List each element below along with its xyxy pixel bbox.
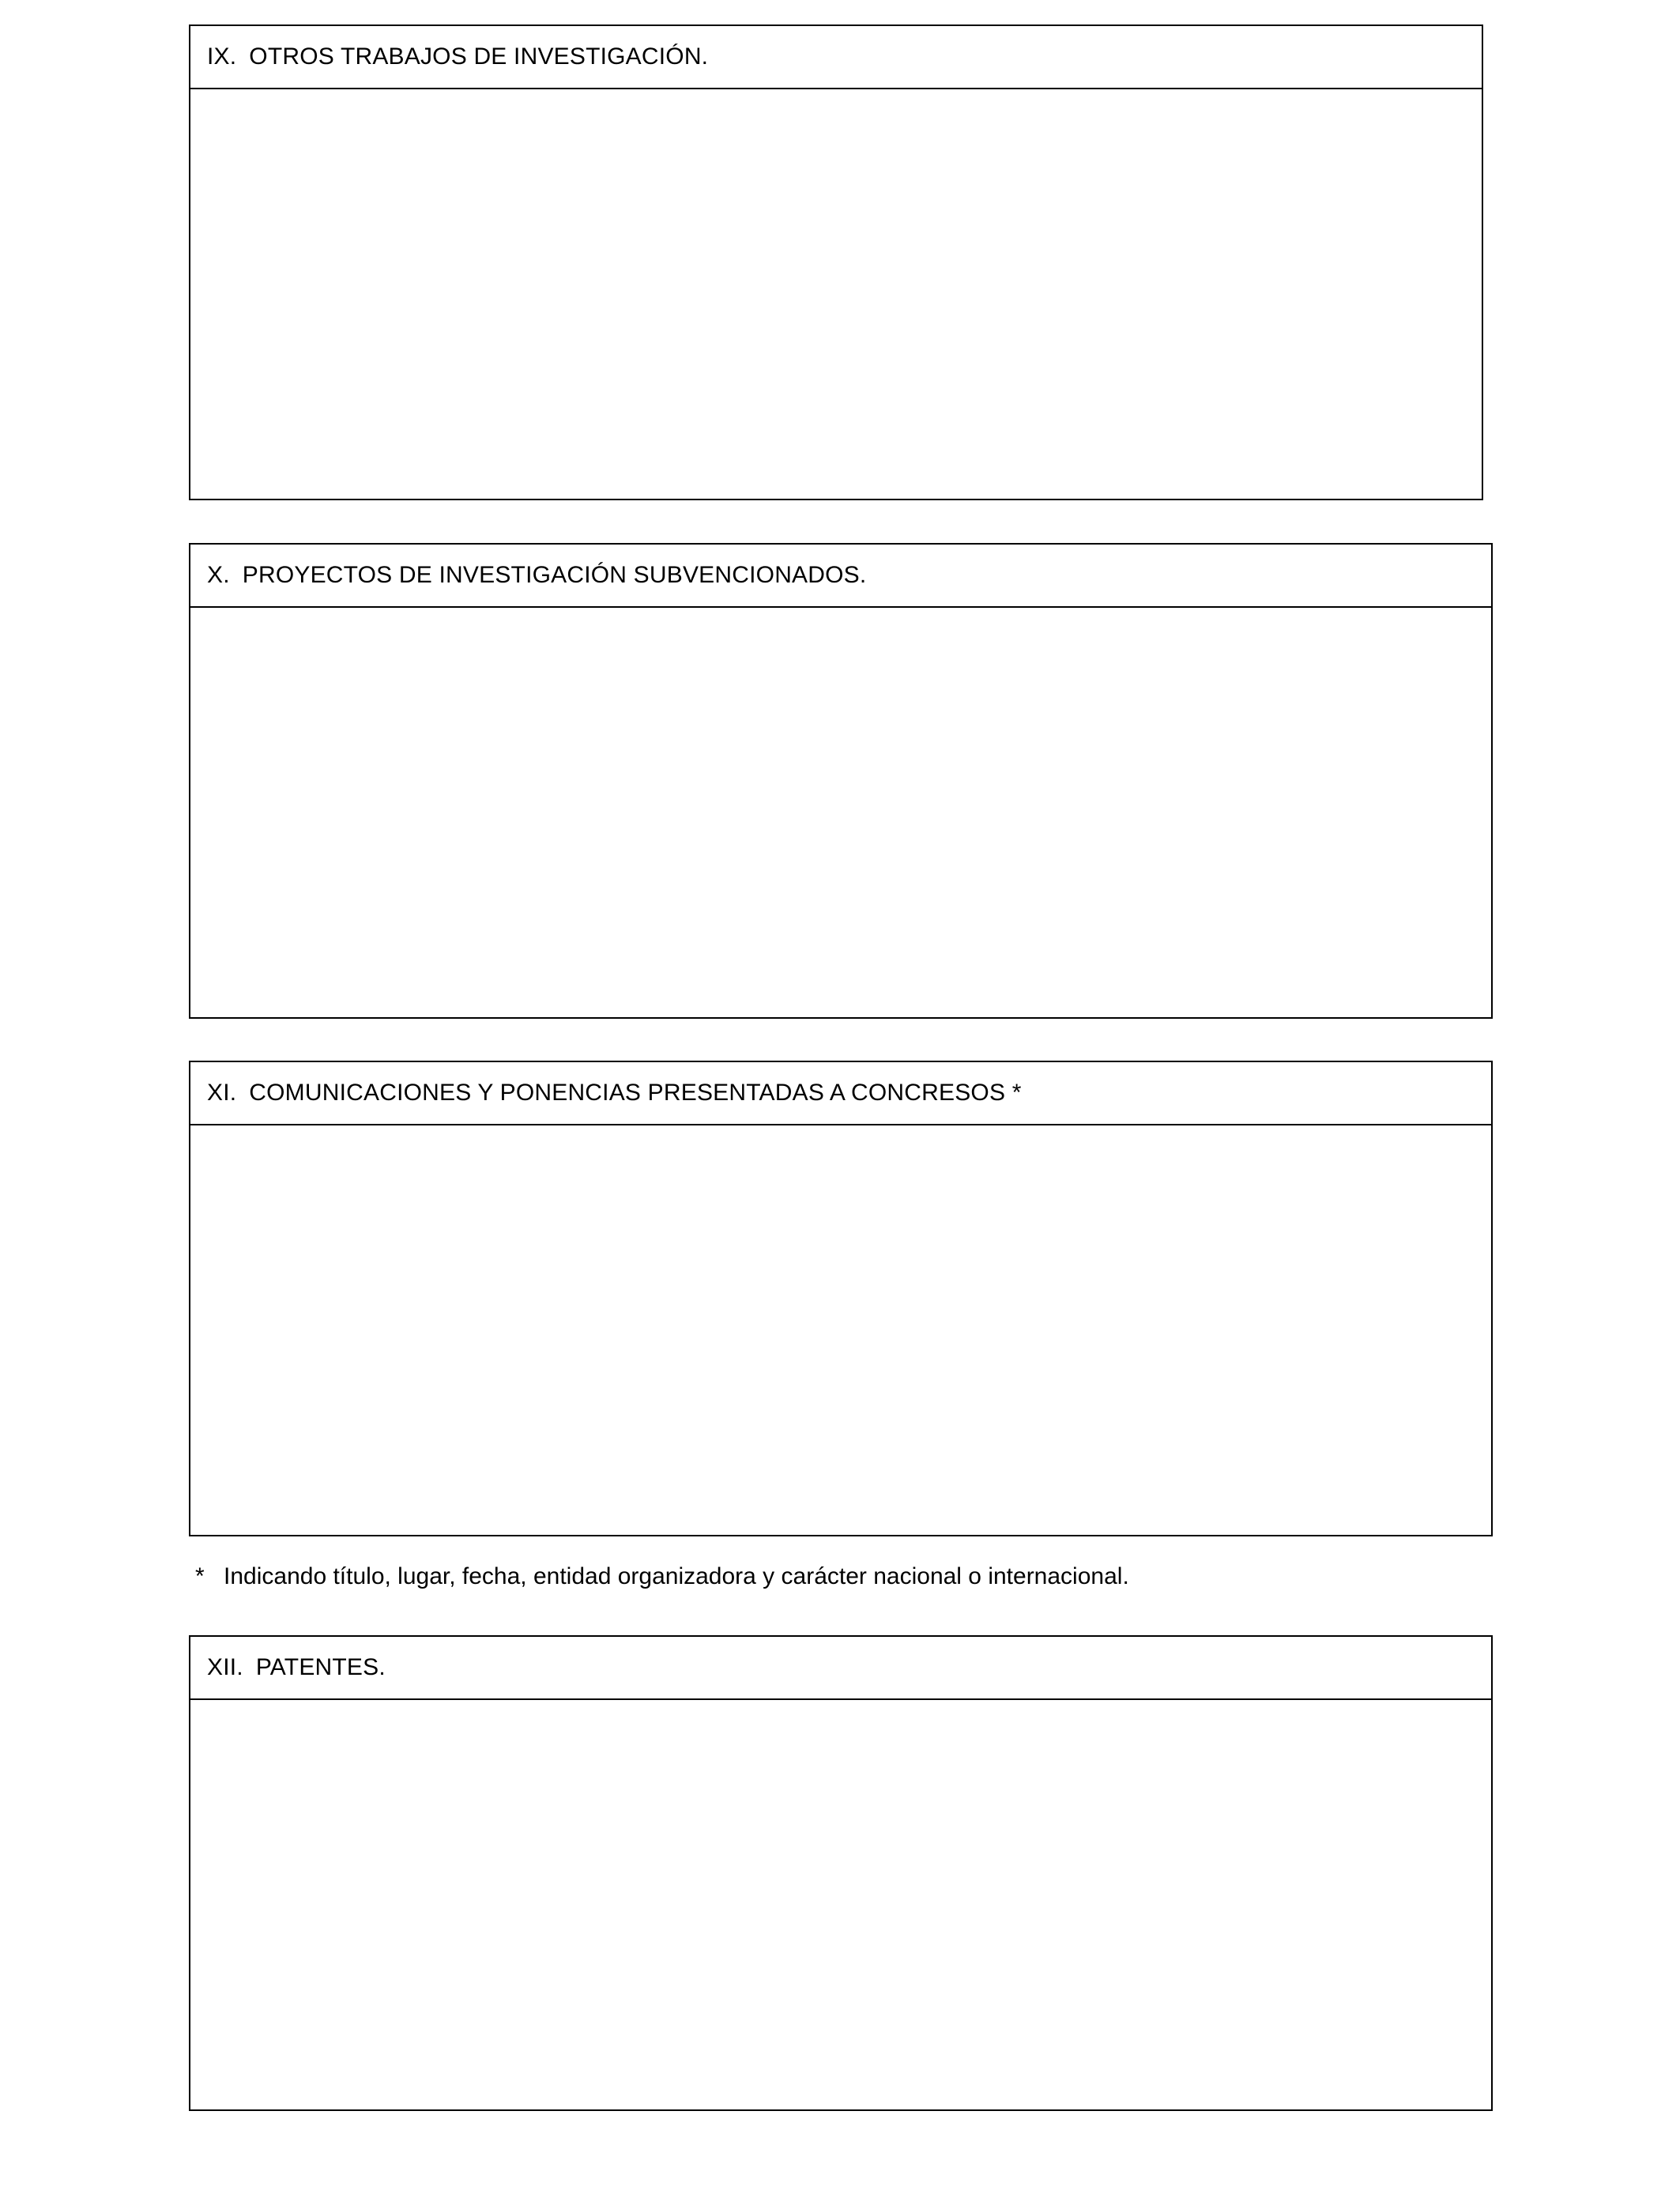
section-x-title: PROYECTOS DE INVESTIGACIÓN SUBVENCIONADOS. bbox=[242, 562, 867, 588]
section-ix-number: IX. bbox=[207, 43, 237, 70]
section-xi-header bbox=[190, 1062, 1491, 1125]
section-xii-title: PATENTES. bbox=[255, 1654, 386, 1680]
section-ix-title: OTROS TRABAJOS DE INVESTIGACIÓN. bbox=[249, 43, 709, 70]
section-xii-number: XII. bbox=[207, 1654, 243, 1680]
section-x-header bbox=[190, 545, 1491, 608]
section-xi-content-area[interactable] bbox=[190, 1125, 1491, 1535]
section-xii-content-area[interactable] bbox=[190, 1700, 1491, 2109]
section-x-number: X. bbox=[207, 562, 230, 588]
section-xii-box bbox=[189, 1635, 1493, 2111]
section-x-content-area[interactable] bbox=[190, 608, 1491, 1017]
footnote-text: Indicando título, lugar, fecha, entidad organizadora y carácter nacional o internacional. bbox=[224, 1563, 1129, 1589]
section-xi-title: COMUNICACIONES Y PONENCIAS PRESENTADAS A CONCRESOS * bbox=[249, 1080, 1022, 1106]
section-xii-header bbox=[190, 1637, 1491, 1700]
section-xi-box bbox=[189, 1061, 1493, 1536]
footnote-mark: * bbox=[195, 1563, 205, 1589]
section-xi-number: XI. bbox=[207, 1080, 237, 1106]
section-ix-content-area[interactable] bbox=[190, 89, 1482, 499]
section-x-box bbox=[189, 543, 1493, 1019]
section-ix-box bbox=[189, 25, 1483, 500]
section-ix-header bbox=[190, 26, 1482, 89]
footnote bbox=[195, 1563, 1129, 1590]
